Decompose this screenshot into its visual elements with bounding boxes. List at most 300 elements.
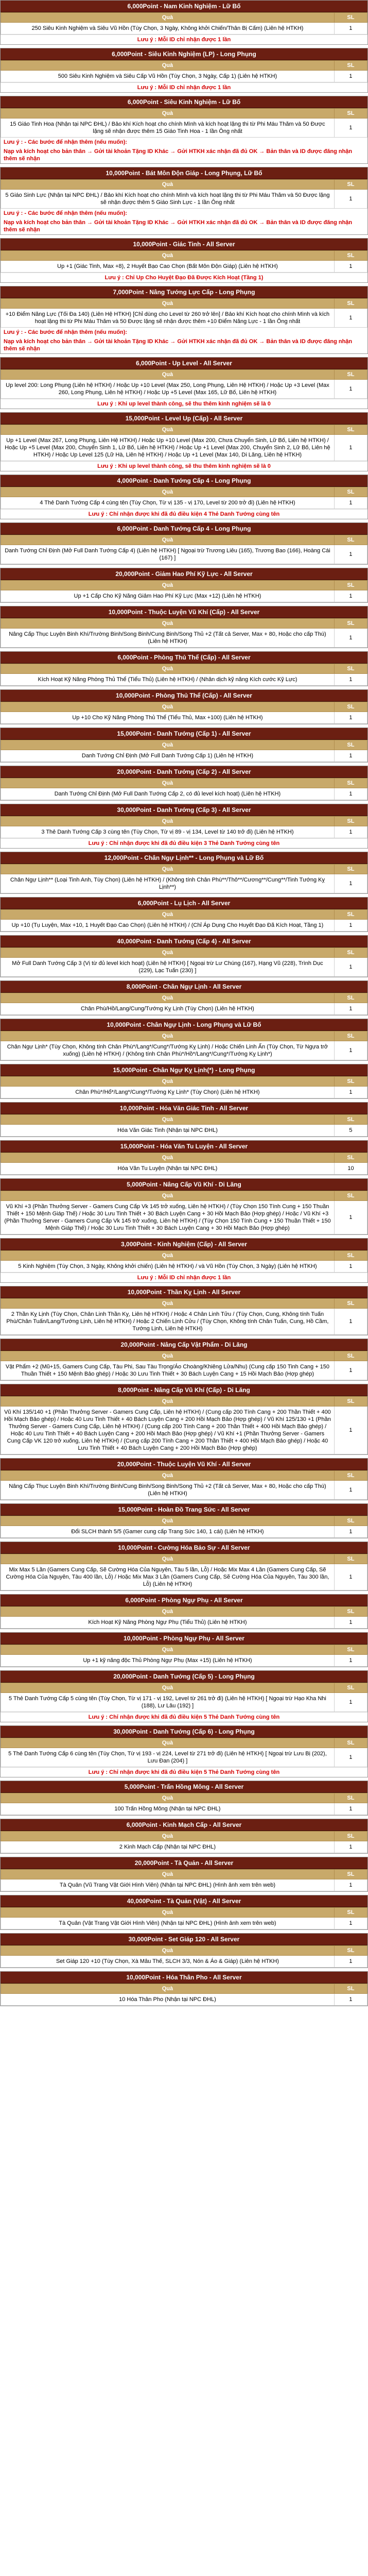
reward-column-header: Quà [1, 740, 335, 750]
reward-column-header: Quà [1, 1908, 335, 1918]
reward-block [0, 1178, 368, 1235]
reward-block-title: 8,000Point - Nâng Cấp Vũ Khí (Cấp) - Di Lăng [1, 1384, 367, 1396]
reward-name: Mở Full Danh Tướng Cấp 3 (Vị từ đủ level kích hoạt) (Liên hệ HTKH) [ Ngoại trừ Lư Chúng (167), Hạng Vũ (228), Trình Dục (229), Lạc Tuấn (230) ] [1, 958, 335, 977]
quantity-column-header: SL [334, 251, 367, 261]
reward-quantity: 1 [334, 1879, 367, 1891]
reward-quantity: 1 [334, 1261, 367, 1273]
quantity-column-header: SL [334, 1299, 367, 1309]
reward-block-title: 15,000Point - Hóa Văn Tu Luyện - All Server [1, 1141, 367, 1153]
table-row [1, 629, 367, 648]
table-row [1, 435, 367, 461]
table-row [1, 1655, 367, 1667]
reward-block-title: 10,000Point - Giác Tinh - All Server [1, 239, 367, 250]
reward-table [1, 12, 367, 35]
table-row [1, 1956, 367, 1968]
reward-column-header: Quà [1, 1984, 335, 1994]
reward-name: 250 Siêu Kinh Nghiệm và Siêu Vũ Hồn (Tùy Chọn, 3 Ngày, Không khởi Chiến/Thân Bị Cấm) (Liên hệ HTKH) [1, 23, 335, 35]
reward-block [0, 727, 368, 762]
table-row [1, 1201, 367, 1234]
quantity-column-header: SL [334, 993, 367, 1003]
reward-note: Lưu ý : - Các bước để nhận thêm (nếu muốn): [1, 328, 367, 337]
reward-block [0, 689, 368, 724]
reward-table [1, 1645, 367, 1667]
quantity-column-header: SL [334, 1832, 367, 1841]
quantity-column-header: SL [334, 1191, 367, 1201]
reward-table [1, 1606, 367, 1629]
reward-quantity: 1 [334, 1309, 367, 1335]
reward-name: Up +1 Level (Max 267, Long Phụng, Liên Hệ HTKH) / Hoặc Up +10 Level (Max 200, Chưa Chuyển Sinh, Lữ Bố, Liên hệ HTKH) / Hoặc Up +5 Level (Max 200, Chuyển Sinh 1, Lữ Bố, Liên hệ HTKH) / Hoặc Up +1 Level (Max 200, Chuyển Sinh 2, Lữ Bố, Liên hệ HTKH) / Hoặc Up Level 125 (Lữ Hà, Liên hệ HTKH) / Hoặc Up +1 Level (Max 140, Di Lăng, Liên hệ HTKH) [1, 435, 335, 461]
reward-column-header: Quà [1, 535, 335, 545]
quantity-column-header: SL [334, 1738, 367, 1748]
reward-block-title: 6,000Point - Danh Tướng Cấp 4 - Long Phụng [1, 523, 367, 535]
reward-note: Lưu ý : Chỉ nhận được khi đã đủ điều kiện 5 Thẻ Danh Tướng cùng tên [1, 1712, 367, 1722]
reward-name: Tà Quản (Vũ Trang Vật Giới Hình Viên) (Nhận tại NPC ĐHL) (Hình ảnh xem trên web) [1, 1879, 335, 1891]
table-row [1, 1841, 367, 1853]
reward-block-title: 15,000Point - Chân Ngự Kỵ Lịnh(*) - Long Phụng [1, 1064, 367, 1076]
reward-name: Up +1 kỹ năng độc Thủ Phòng Ngự Phụ (Max +15) (Liên hệ HTKH) [1, 1655, 335, 1667]
table-row [1, 674, 367, 686]
reward-quantity: 1 [334, 1803, 367, 1815]
quantity-column-header: SL [334, 109, 367, 118]
quantity-column-header: SL [334, 581, 367, 590]
reward-block-title: 10,000Point - Chân Ngự Lịnh - Long Phụng và Lữ Bố [1, 1019, 367, 1031]
reward-quantity: 1 [334, 920, 367, 931]
reward-block [0, 1238, 368, 1283]
reward-table [1, 487, 367, 509]
reward-block-title: 20,000Point - Tà Quản - All Server [1, 1857, 367, 1869]
reward-quantity: 1 [334, 1087, 367, 1098]
reward-note: Lưu ý : Chỉ nhận được khi đã đủ điều kiện 4 Thẻ Danh Tướng cùng tên [1, 509, 367, 519]
reward-block-title: 20,000Point - Danh Tướng (Cấp 5) - Long Phụng [1, 1671, 367, 1683]
reward-column-header: Quà [1, 1471, 335, 1481]
reward-block [0, 1102, 368, 1137]
reward-block [0, 1384, 368, 1455]
reward-block [0, 474, 368, 519]
reward-table [1, 1191, 367, 1234]
reward-block [0, 1019, 368, 1061]
reward-block-title: 7,000Point - Nâng Tướng Lực Cấp - Long Phụng [1, 286, 367, 298]
reward-column-header: Quà [1, 13, 335, 23]
reward-column-header: Quà [1, 1397, 335, 1406]
quantity-column-header: SL [334, 299, 367, 309]
reward-note: Lưu ý : Khi up level thành công, sẽ thu thêm kinh nghiệm sẽ là 0 [1, 461, 367, 471]
reward-name: 500 Siêu Kinh Nghiệm và Siêu Cấp Vũ Hồn (Tùy Chọn, 3 Ngày, Cấp 1) (Liên hệ HTKH) [1, 71, 335, 82]
reward-table [1, 1984, 367, 2006]
reward-table [1, 60, 367, 82]
quantity-column-header: SL [334, 664, 367, 674]
reward-quantity: 10 [334, 1163, 367, 1175]
reward-name: 5 Kinh Nghiệm (Tùy Chọn, 3 Ngày, Không khởi chiến) (Liên hệ HTKH) / và Vũ Hồn (Tùy Chọn, 3 Ngày) (Liên hệ HTKH) [1, 1261, 335, 1273]
reward-table [1, 1076, 367, 1098]
reward-table [1, 1250, 367, 1273]
reward-name: 5 Giáo Sinh Lực (Nhận tại NPC ĐHL) / Bảo khí Kích hoạt cho chính Mình và kích hoạt lặng thi từ Phi Máu Thăm và 50 Được lặng sẽ nhận được thêm 5 Giáo Sinh Lực - 1 lần Ông nhất [1, 190, 335, 209]
reward-name: 2 Kinh Mạch Cấp (Nhận tại NPC ĐHL) [1, 1841, 335, 1853]
reward-name: Hóa Văn Giác Tinh (Nhận tại NPC ĐHL) [1, 1125, 335, 1137]
reward-name: Vật Phẩm +2 (Mũ+15, Gamers Cung Cấp, Tàu Phi, Sau Tàu Trọng/Áo Choàng/Khiêng Lửa/Nhu) (Cung cấp 150 Tinh Cang + 150 Thuần Thiết + 150 Mệnh Bảo ghép) / Hoặc 30 Lưu Tinh Thiết + 30 Bách Luyện Cang + 15 Hồi Mạch Bảo (Hợp ghép) [1, 1361, 335, 1380]
reward-quantity: 1 [334, 788, 367, 800]
reward-block [0, 1286, 368, 1335]
reward-quantity: 1 [334, 1481, 367, 1500]
reward-block-title: 10,000Point - Cường Hóa Bảo Sự - All Server [1, 1542, 367, 1554]
reward-block-title: 40,000Point - Tà Quản (Vật) - All Server [1, 1895, 367, 1907]
reward-column-header: Quà [1, 109, 335, 118]
reward-block-title: 4,000Point - Danh Tướng Cấp 4 - Long Phụng [1, 475, 367, 487]
reward-name: Up +1 Cấp Cho Kỹ Năng Giảm Hao Phí Kỹ Lực (Max +12) (Liên hệ HTKH) [1, 590, 335, 602]
reward-block [0, 1819, 368, 1854]
reward-name: 10 Hóa Thân Pho (Nhận tại NPC ĐHL) [1, 1994, 335, 2006]
reward-table [1, 250, 367, 273]
reward-block [0, 286, 368, 354]
reward-table [1, 108, 367, 138]
reward-block [0, 606, 368, 648]
reward-quantity: 1 [334, 1041, 367, 1060]
quantity-column-header: SL [334, 180, 367, 190]
reward-name: Set Giáp 120 +10 (Tùy Chọn, Xà Mâu Thế, SLCH 3/3, Nón & Áo & Giáp) (Liên hệ HTKH) [1, 1956, 335, 1968]
reward-quantity: 1 [334, 1201, 367, 1234]
table-row [1, 1481, 367, 1500]
reward-block-title: 6,000Point - Phòng Ngự Phụ - All Server [1, 1595, 367, 1606]
table-row [1, 750, 367, 762]
reward-table [1, 1554, 367, 1590]
table-row [1, 1879, 367, 1891]
reward-table [1, 864, 367, 893]
reward-name: Danh Tướng Chỉ Định (Mở Full Danh Tướng Cấp 1) (Liên hệ HTKH) [1, 750, 335, 762]
reward-name: Nâng Cấp Thục Luyện Binh Khí/Trường Binh/Cung Binh/Song Binh/Song Thủ +2 (Tất cả Server, Max + 80, Hoặc cho cấp Thú) (Liên hệ HTKH) [1, 1481, 335, 1500]
reward-block-title: 20,000Point - Giảm Hao Phí Kỹ Lực - All Server [1, 568, 367, 580]
reward-table [1, 298, 367, 328]
quantity-column-header: SL [334, 1471, 367, 1481]
reward-table [1, 1793, 367, 1815]
reward-table [1, 1516, 367, 1538]
table-row [1, 1526, 367, 1538]
reward-name: Kích Hoạt Kỹ Năng Phòng Ngự Phụ (Tiểu Thủ) (Liên hệ HTKH) [1, 1617, 335, 1629]
reward-name: Tà Quản (Vật Trang Vật Giới Hình Viên) (Nhận tại NPC ĐHL) (Hình ảnh xem trên web) [1, 1918, 335, 1929]
quantity-column-header: SL [334, 370, 367, 380]
reward-quantity: 1 [334, 23, 367, 35]
reward-block-title: 6,000Point - Nam Kinh Nghiệm - Lữ Bố [1, 1, 367, 12]
reward-column-header: Quà [1, 251, 335, 261]
table-row [1, 309, 367, 328]
reward-block-title: 10,000Point - Phòng Ngự Phụ - All Server [1, 1633, 367, 1645]
reward-block [0, 357, 368, 409]
reward-block [0, 238, 368, 283]
reward-note: Lưu ý : Chỉ nhận được khi đã đủ điều kiện 3 Thẻ Danh Tướng cùng tên [1, 838, 367, 848]
quantity-column-header: SL [334, 1984, 367, 1994]
reward-table [1, 179, 367, 209]
reward-quantity: 1 [334, 71, 367, 82]
reward-block [0, 1338, 368, 1381]
table-row [1, 545, 367, 564]
reward-column-header: Quà [1, 778, 335, 788]
reward-table [1, 1031, 367, 1060]
reward-table [1, 1683, 367, 1712]
reward-note: Lưu ý : - Các bước để nhận thêm (nếu muốn): [1, 209, 367, 218]
quantity-column-header: SL [334, 1115, 367, 1125]
reward-block-title: 6,000Point - Siêu Kinh Nghiệm (LP) - Long Phụng [1, 48, 367, 60]
table-row [1, 920, 367, 931]
reward-column-header: Quà [1, 1516, 335, 1526]
reward-block [0, 96, 368, 164]
reward-block-title: 6,000Point - Phòng Thủ Thể (Cấp) - All Server [1, 652, 367, 664]
reward-column-header: Quà [1, 1832, 335, 1841]
reward-block [0, 1781, 368, 1816]
reward-block [0, 412, 368, 471]
table-row [1, 1087, 367, 1098]
quantity-column-header: SL [334, 1946, 367, 1956]
reward-block-title: 40,000Point - Danh Tướng (Cấp 4) - All Server [1, 936, 367, 947]
reward-block [0, 766, 368, 801]
reward-column-header: Quà [1, 910, 335, 920]
quantity-column-header: SL [334, 535, 367, 545]
quantity-column-header: SL [334, 910, 367, 920]
reward-name: Up level 200: Long Phụng (Liên hệ HTKH) / Hoặc Up +10 Level (Max 250, Long Phụng, Liên Hệ HTKH) / Hoặc Up +3 Level (Max 260, Long Phụng, Liên hệ HTKH) / Hoặc Up +5 Level (Max 165, Lữ Bố, Liên hệ HTKH) [1, 380, 335, 399]
reward-name: Đổi SLCH thành 5/5 (Gamer cung cấp Trang Sức 140, 1 cái) (Liên hệ HTKH) [1, 1526, 335, 1538]
reward-column-header: Quà [1, 581, 335, 590]
reward-block [0, 1632, 368, 1667]
reward-quantity: 1 [334, 1655, 367, 1667]
reward-note: Nạp và kích hoạt cho bản thân → Gửi tài khoản Tặng ID Khác → Gửi HTKH xác nhận đã đủ OK → Bản thân và ID được đăng nhận thêm sẽ nhận [1, 218, 367, 234]
quantity-column-header: SL [334, 702, 367, 712]
reward-block-title: 10,000Point - Hóa Văn Giác Tinh - All Server [1, 1103, 367, 1114]
quantity-column-header: SL [334, 1683, 367, 1693]
reward-quantity: 1 [334, 674, 367, 686]
reward-block-title: 12,000Point - Chân Ngự Lịnh** - Long Phụng và Lữ Bố [1, 852, 367, 864]
reward-note: Lưu ý : Khi up level thành công, sẽ thu thêm kinh nghiệm sẽ là 0 [1, 399, 367, 409]
reward-block-title: 6,000Point - Up Level - All Server [1, 358, 367, 369]
quantity-column-header: SL [334, 817, 367, 826]
reward-table [1, 909, 367, 931]
table-row [1, 1041, 367, 1060]
reward-table [1, 702, 367, 724]
table-row [1, 874, 367, 893]
reward-note: Lưu ý : Mỗi ID chỉ nhận được 1 lần [1, 1273, 367, 1282]
reward-name: Chân Ngự Lịnh* (Tùy Chọn, Không tính Chân Phù*/Lang*/Cung*/Tướng Kỵ Lịnh) / Hoặc Chiến Linh Ấn (Tùy Chọn, Từ Ngựa trở xuống) (Liên hệ HTKH) / (Không tính Chân Phù*/Hồ*/Lang*/Cung*/Tướng Kỵ Lịnh*) [1, 1041, 335, 1060]
reward-table [1, 369, 367, 399]
reward-column-header: Quà [1, 299, 335, 309]
quantity-column-header: SL [334, 1251, 367, 1261]
reward-table [1, 1396, 367, 1454]
reward-column-header: Quà [1, 61, 335, 71]
reward-block [0, 852, 368, 894]
table-row [1, 1003, 367, 1015]
reward-column-header: Quà [1, 425, 335, 435]
reward-quantity: 1 [334, 629, 367, 648]
table-row [1, 497, 367, 509]
reward-quantity: 1 [334, 309, 367, 328]
quantity-column-header: SL [334, 1870, 367, 1879]
table-row [1, 1994, 367, 2006]
reward-block-title: 5,000Point - Trấn Hồng Mông - All Server [1, 1781, 367, 1793]
table-row [1, 118, 367, 138]
reward-table [1, 535, 367, 564]
reward-quantity: 1 [334, 1361, 367, 1380]
table-row [1, 1918, 367, 1929]
reward-block-title: 10,000Point - Bát Môn Độn Giáp - Long Phụng, Lữ Bố [1, 167, 367, 179]
reward-column-header: Quà [1, 1299, 335, 1309]
quantity-column-header: SL [334, 778, 367, 788]
quantity-column-header: SL [334, 1645, 367, 1655]
table-row [1, 1309, 367, 1335]
reward-column-header: Quà [1, 817, 335, 826]
reward-block-title: 8,000Point - Chân Ngự Lịnh - All Server [1, 981, 367, 993]
reward-block [0, 935, 368, 977]
reward-block [0, 1064, 368, 1099]
table-row [1, 788, 367, 800]
reward-block-title: 30,000Point - Set Giáp 120 - All Server [1, 1934, 367, 1945]
reward-block-title: 10,000Point - Phòng Thủ Thể (Cấp) - All Server [1, 690, 367, 702]
reward-column-header: Quà [1, 1115, 335, 1125]
reward-name: Chân Phù/Hồ/Lang/Cung/Tướng Kỵ Lịnh (Tùy Chọn) (Liên hệ HTKH) [1, 1003, 335, 1015]
reward-column-header: Quà [1, 1153, 335, 1163]
reward-name: Up +10 Cho Kỹ Năng Phòng Thủ Thể (Tiểu Thủ, Max +100) (Liên hệ HTKH) [1, 712, 335, 724]
reward-block [0, 1541, 368, 1591]
reward-quantity: 1 [334, 1617, 367, 1629]
reward-block [0, 651, 368, 686]
reward-table [1, 1351, 367, 1380]
reward-quantity: 1 [334, 1918, 367, 1929]
reward-column-header: Quà [1, 1191, 335, 1201]
reward-column-header: Quà [1, 1946, 335, 1956]
reward-table [1, 740, 367, 762]
reward-block-title: 20,000Point - Danh Tướng (Cấp 2) - All Server [1, 766, 367, 778]
quantity-column-header: SL [334, 1554, 367, 1564]
reward-column-header: Quà [1, 1793, 335, 1803]
reward-table [1, 1114, 367, 1137]
reward-block-title: 5,000Point - Nâng Cấp Vũ Khí - Di Lăng [1, 1179, 367, 1191]
reward-name: Chân Phù*/Hổ*/Lang*/Cung*/Tướng Kỵ Lịnh* (Tùy Chọn) (Liên hệ HTKH) [1, 1087, 335, 1098]
reward-table [1, 778, 367, 800]
reward-block [0, 1857, 368, 1892]
quantity-column-header: SL [334, 1397, 367, 1406]
reward-column-header: Quà [1, 1031, 335, 1041]
reward-table [1, 425, 367, 461]
reward-table [1, 947, 367, 977]
reward-block [0, 0, 368, 45]
reward-block-title: 15,000Point - Hoàn Đồ Trang Sức - All Server [1, 1504, 367, 1516]
quantity-column-header: SL [334, 740, 367, 750]
reward-block [0, 1725, 368, 1777]
reward-column-header: Quà [1, 1351, 335, 1361]
reward-block [0, 48, 368, 93]
reward-quantity: 1 [334, 712, 367, 724]
reward-block-title: 30,000Point - Danh Tướng (Cấp 6) - Long Phụng [1, 1726, 367, 1738]
reward-block [0, 980, 368, 1015]
reward-quantity: 1 [334, 1956, 367, 1968]
table-row [1, 1163, 367, 1175]
reward-table [1, 1869, 367, 1891]
reward-quantity: 1 [334, 1841, 367, 1853]
reward-quantity: 1 [334, 190, 367, 209]
reward-column-header: Quà [1, 1645, 335, 1655]
reward-quantity: 1 [334, 590, 367, 602]
reward-table [1, 1907, 367, 1929]
table-row [1, 1406, 367, 1454]
table-row [1, 958, 367, 977]
reward-column-header: Quà [1, 619, 335, 629]
reward-table [1, 993, 367, 1015]
table-row [1, 23, 367, 35]
reward-note: Lưu ý : Chỉ nhận được khi đã đủ điều kiện 5 Thẻ Danh Tướng cùng tên [1, 1767, 367, 1777]
reward-quantity: 1 [334, 1003, 367, 1015]
reward-quantity: 1 [334, 1748, 367, 1767]
reward-column-header: Quà [1, 865, 335, 874]
reward-block-title: 15,000Point - Level Up (Cấp) - All Server [1, 413, 367, 425]
reward-note: Lưu ý : - Các bước để nhận thêm (nếu muốn): [1, 138, 367, 147]
reward-note: Nạp và kích hoạt cho bản thân → Gửi tài khoản Tặng ID Khác → Gửi HTKH xác nhận đã đủ OK → Bản thân và ID được đăng nhận thêm sẽ nhận [1, 337, 367, 353]
reward-name: 15 Giáo Tinh Hoa (Nhận tại NPC ĐHL) / Bảo khí Kích hoạt cho chính Mình và kích hoạt lặng thi từ Phi Máu Thăm và 50 Được lặng sẽ nhận được thêm 15 Giáo Tinh Hoa - 1 lần Ông nhất [1, 118, 335, 138]
reward-table [1, 1738, 367, 1767]
reward-name: 5 Thẻ Danh Tướng Cấp 5 cùng tên (Tùy Chọn, Từ vị 171 - vị 192, Level từ 261 trở đi) (Liên hệ HTKH) [ Ngoại trừ Hạo Kha Nhi (188), Lư Lâu (192) ] [1, 1693, 335, 1712]
reward-quantity: 1 [334, 1406, 367, 1454]
reward-name: Danh Tướng Chỉ Định (Mở Full Danh Tướng Cấp 4) (Liên hệ HTKH) [ Ngoại trừ Trương Liêu (165), Trương Bao (166), Hoàng Cái (167) ] [1, 545, 335, 564]
reward-block [0, 1933, 368, 1968]
reward-column-header: Quà [1, 487, 335, 497]
reward-name: Up +10 (Tụ Luyện, Max +10, 1 Huyết Đạo Cao Chọn) (Liên hệ HTKH) / (Chỉ Áp Dụng Cho Huyết Đạo Đã Kích Hoạt, Tầng 1) [1, 920, 335, 931]
quantity-column-header: SL [334, 487, 367, 497]
reward-name: Vũ Khí +3 (Phần Thưởng Server - Gamers Cung Cấp Vk 145 trở xuống, Liên hệ HTKH) / (Tùy Chọn 150 Tính Cung + 150 Thuần Thiết + 150 Mệnh Giáp Thế) / Hoặc 30 Lưu Tinh Thiết + 30 Bách Luyện Cang + 30 Hồi Mạch Bảo (Hợp ghép) / Hoặc / Vũ Khí +3 (Phần Thưởng Server - Gamers Cung Cấp Vk 145 trở xuống, Liên hệ HTKH) / (Tùy Chọn 150 Tính Cung + 150 Thuần Thiết + 150 Mệnh Giáp Thế) / Hoặc 30 Lưu Tinh Thiết + 30 Bách Luyện Cang + 30 Hồi Mạch Bảo (Hợp ghép) [1, 1201, 335, 1234]
reward-block [0, 1594, 368, 1629]
table-row [1, 1748, 367, 1767]
reward-block [0, 568, 368, 603]
reward-block-title: 20,000Point - Nâng Cấp Vật Phẩm - Di Lăng [1, 1339, 367, 1351]
reward-column-header: Quà [1, 180, 335, 190]
reward-name: 3 Thẻ Danh Tướng Cấp 3 cùng tên (Tùy Chọn, Từ vị 89 - vị 134, Level từ 140 trở đi) (Liên hệ HTKH) [1, 826, 335, 838]
reward-name: Mix Max 5 Lần (Gamers Cung Cấp, Sẽ Cường Hóa Của Nguyên, Tàu 5 lần, Lỗ) / Hoặc Mix Max 4 Lần (Gamers Cung Cấp, Sẽ Cường Hóa Của Nguyên, Tàu 400 lần, Lỗ) / Hoặc Mix Max 3 Lần (Gamers Cung Cấp, Sẽ Cường Hóa Của Nguyên, Tàu 300 lần, Lỗ) (Liên hệ HTKH) [1, 1564, 335, 1590]
reward-column-header: Quà [1, 1077, 335, 1087]
reward-quantity: 1 [334, 826, 367, 838]
reward-block [0, 1895, 368, 1930]
quantity-column-header: SL [334, 1607, 367, 1617]
table-row [1, 71, 367, 82]
reward-quantity: 1 [334, 118, 367, 138]
table-row [1, 826, 367, 838]
reward-block-title: 6,000Point - Siêu Kinh Nghiệm - Lữ Bố [1, 96, 367, 108]
reward-quantity: 1 [334, 1693, 367, 1712]
quantity-column-header: SL [334, 865, 367, 874]
reward-name: Hóa Văn Tu Luyện (Nhận tại NPC ĐHL) [1, 1163, 335, 1175]
quantity-column-header: SL [334, 948, 367, 958]
table-row [1, 1361, 367, 1380]
quantity-column-header: SL [334, 1077, 367, 1087]
reward-name: Up +1 (Giác Tinh, Max +8), 2 Huyết Bạo Cao Chọn (Bất Môn Độn Giáp) (Liên hệ HTKH) [1, 261, 335, 273]
reward-quantity: 1 [334, 261, 367, 273]
reward-column-header: Quà [1, 1554, 335, 1564]
table-row [1, 590, 367, 602]
reward-table [1, 664, 367, 686]
table-row [1, 1564, 367, 1590]
reward-table [1, 816, 367, 838]
table-row [1, 190, 367, 209]
reward-column-header: Quà [1, 370, 335, 380]
quantity-column-header: SL [334, 13, 367, 23]
reward-column-header: Quà [1, 1870, 335, 1879]
reward-block-title: 6,000Point - Kinh Mạch Cấp - All Server [1, 1819, 367, 1831]
reward-name: 5 Thẻ Danh Tướng Cấp 6 cùng tên (Tùy Chọn, Từ vị 193 - vị 224, Level từ 271 trở đi) (Liên hệ HTKH) [ Ngoại trừ Lưu Bị (202), Lưu Đan (204) ] [1, 1748, 335, 1767]
reward-block-title: 10,000Point - Thuộc Luyện Vũ Khí (Cấp) - All Server [1, 606, 367, 618]
table-row [1, 261, 367, 273]
reward-block [0, 1670, 368, 1722]
reward-name: 2 Thần Kỵ Lịnh (Tùy Chọn, Chân Linh Thần Kỵ, Liên hệ HTKH) / Hoặc 4 Chân Linh Tửu / (Tùy Chọn, Cung, Không tính Tuấn Phù/Chân Tuấn/Lang/Tướng Lịnh, Liên hệ HTKH) / Hoặc 2 Chiến Lịnh Cửu / (Tùy Chọn, Không tính Chân Tuấn, Cung, Hồ Cầm, Tướng Lịnh, Liên hệ HTKH) [1, 1309, 335, 1335]
reward-quantity: 1 [334, 1564, 367, 1590]
reward-name: Chân Ngự Lịnh** (Loại Tinh Anh, Tùy Chọn) (Liên hệ HTKH) / (Không tính Chân Phù**/Thô**/Cương**/Cung**/Tinh Tướng Kỵ Lịnh**) [1, 874, 335, 893]
reward-note: Lưu ý : Chỉ Up Cho Huyệt Đạo Đã Được Kích Hoạt (Tầng 1) [1, 273, 367, 282]
reward-block [0, 804, 368, 849]
reward-table [1, 1470, 367, 1500]
reward-table [1, 1153, 367, 1175]
reward-name: 4 Thẻ Danh Tướng Cấp 4 cùng tên (Tùy Chọn, Từ vị 135 - vị 170, Level từ 200 trở đi) (Liên hệ HTKH) [1, 497, 335, 509]
reward-quantity: 1 [334, 874, 367, 893]
quantity-column-header: SL [334, 1793, 367, 1803]
